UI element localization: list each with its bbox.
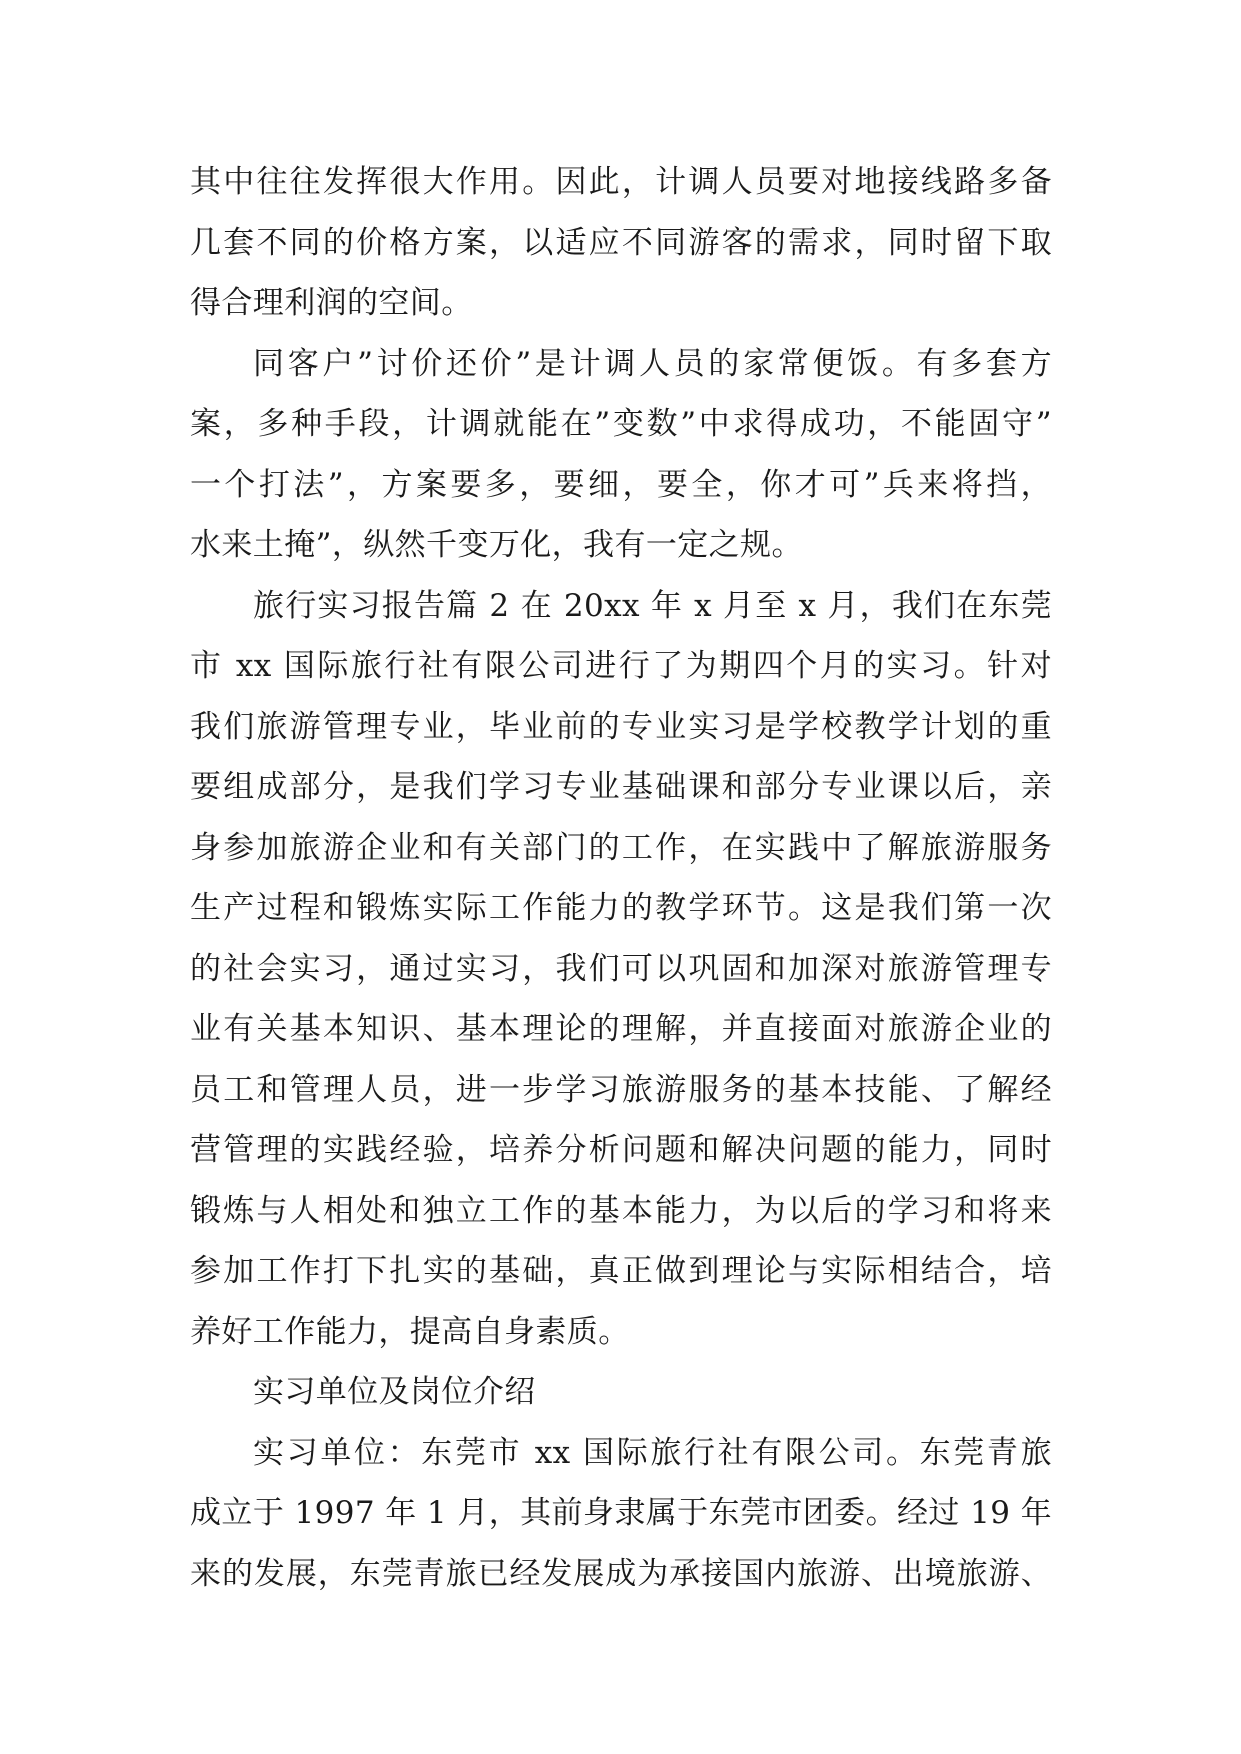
- text-line: 身参加旅游企业和有关部门的工作，在实践中了解旅游服务: [190, 829, 1052, 866]
- text-line: 几套不同的价格方案，以适应不同游客的需求，同时留下取: [190, 224, 1052, 261]
- text-line: 市 xx 国际旅行社有限公司进行了为期四个月的实习。针对: [190, 648, 1052, 684]
- paragraph-start-line: 实习单位：东莞市 xx 国际旅行社有限公司。东莞青旅: [253, 1434, 1052, 1471]
- text-line: 成立于 1997 年 1 月，其前身隶属于东莞市团委。经过 19 年: [190, 1495, 1052, 1531]
- paragraph-start-line: 同客户”讨价还价”是计调人员的家常便饭。有多套方: [253, 345, 1052, 382]
- paragraph-start-line: 旅行实习报告篇 2 在 20xx 年 x 月至 x 月，我们在东莞: [253, 587, 1052, 624]
- text-line: 的社会实习，通过实习，我们可以巩固和加深对旅游管理专: [190, 950, 1052, 987]
- text-line: 业有关基本知识、基本理论的理解，并直接面对旅游企业的: [190, 1011, 1052, 1047]
- text-line: 营管理的实践经验，培养分析问题和解决问题的能力，同时: [190, 1132, 1052, 1168]
- text-line: 案，多种手段，计调就能在”变数”中求得成功，不能固守”: [190, 406, 1052, 442]
- text-line: 参加工作打下扎实的基础，真正做到理论与实际相结合，培: [190, 1253, 1052, 1289]
- text-line: 我们旅游管理专业，毕业前的专业实习是学校教学计划的重: [190, 708, 1052, 745]
- text-line: 得合理利润的空间。: [190, 285, 473, 321]
- text-line: 其中往往发挥很大作用。因此，计调人员要对地接线路多备: [190, 164, 1052, 200]
- section-heading: 实习单位及岗位介绍: [253, 1374, 536, 1410]
- text-line: 生产过程和锻炼实际工作能力的教学环节。这是我们第一次: [190, 890, 1052, 926]
- text-line: 养好工作能力，提高自身素质。: [190, 1313, 630, 1350]
- text-line: 锻炼与人相处和独立工作的基本能力，为以后的学习和将来: [190, 1192, 1052, 1229]
- body-text: [190, 152, 1052, 1604]
- text-line: 员工和管理人员，进一步学习旅游服务的基本技能、了解经: [190, 1071, 1052, 1108]
- text-line: 水来土掩”，纵然千变万化，我有一定之规。: [190, 527, 803, 563]
- text-line: 要组成部分，是我们学习专业基础课和部分专业课以后，亲: [190, 769, 1052, 805]
- text-line: 一个打法”，方案要多，要细，要全，你才可”兵来将挡，: [190, 466, 1052, 503]
- text-line: 来的发展，东莞青旅已经发展成为承接国内旅游、出境旅游、: [190, 1555, 1052, 1592]
